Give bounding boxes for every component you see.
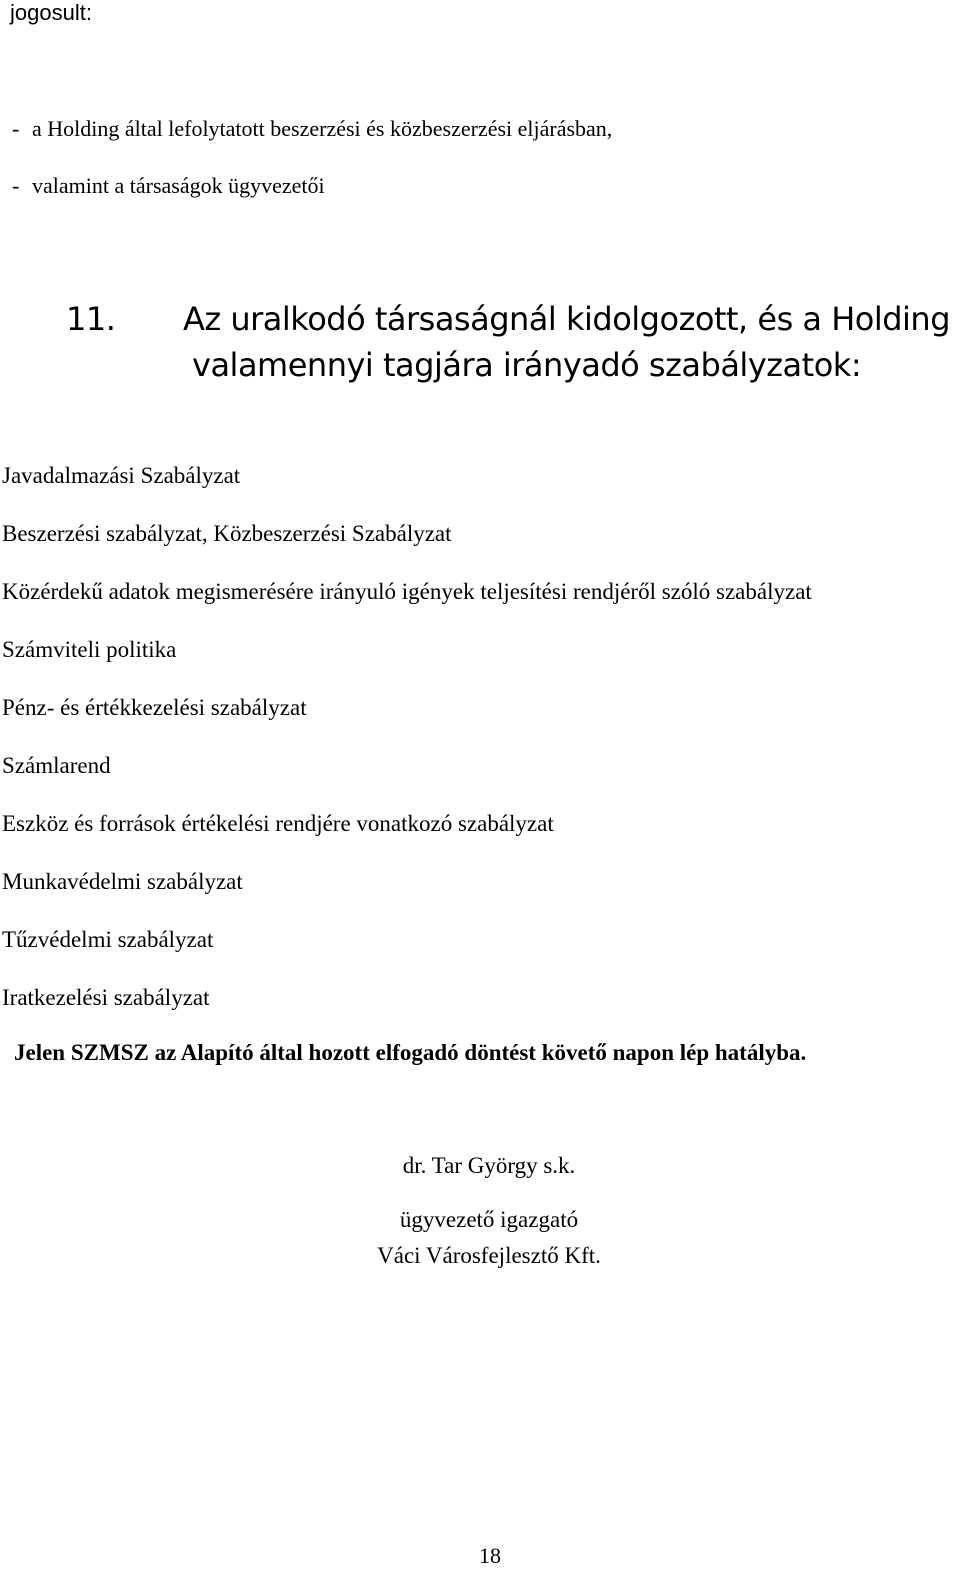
policy-item: Tűzvédelmi szabályzat — [2, 927, 214, 952]
policy-item: Számviteli politika — [2, 637, 177, 662]
policy-item: Beszerzési szabályzat, Közbeszerzési Szabályzat — [2, 521, 452, 546]
signatory-name: dr. Tar György s.k. — [402, 1153, 576, 1178]
policy-item: Munkavédelmi szabályzat — [2, 869, 243, 894]
bullet-dash: - — [12, 173, 20, 198]
section-title-line-2: valamennyi tagjára irányadó szabályzatok: — [192, 346, 862, 384]
policy-item: Közérdekű adatok megismerésére irányuló igények teljesítési rendjéről szóló szabályzat — [2, 579, 812, 604]
policy-item: Iratkezelési szabályzat — [2, 985, 210, 1010]
policy-item: Számlarend — [2, 753, 111, 778]
closing-statement: Jelen SZMSZ az Alapító által hozott elfogadó döntést követő napon lép hatályba. — [14, 1040, 807, 1065]
page-number: 18 — [479, 1543, 501, 1568]
bullet-dash: - — [12, 116, 20, 141]
section-title-line-1: Az uralkodó társaságnál kidolgozott, és a Holding — [183, 300, 951, 338]
bullet-text: valamint a társaságok ügyvezetői — [32, 173, 325, 198]
intro-text: jogosult: — [10, 0, 92, 25]
policy-item: Eszköz és források értékelési rendjére vonatkozó szabályzat — [2, 811, 554, 836]
signatory-company: Váci Városfejlesztő Kft. — [377, 1243, 601, 1268]
section-number: 11. — [66, 300, 116, 338]
policy-item: Javadalmazási Szabályzat — [2, 463, 241, 488]
bullet-item — [12, 175, 325, 197]
signatory-title: ügyvezető igazgató — [399, 1207, 579, 1232]
policy-item: Pénz- és értékkezelési szabályzat — [2, 695, 307, 720]
bullet-text: a Holding által lefolytatott beszerzési és közbeszerzési eljárásban, — [32, 116, 613, 141]
bullet-item — [12, 118, 612, 140]
